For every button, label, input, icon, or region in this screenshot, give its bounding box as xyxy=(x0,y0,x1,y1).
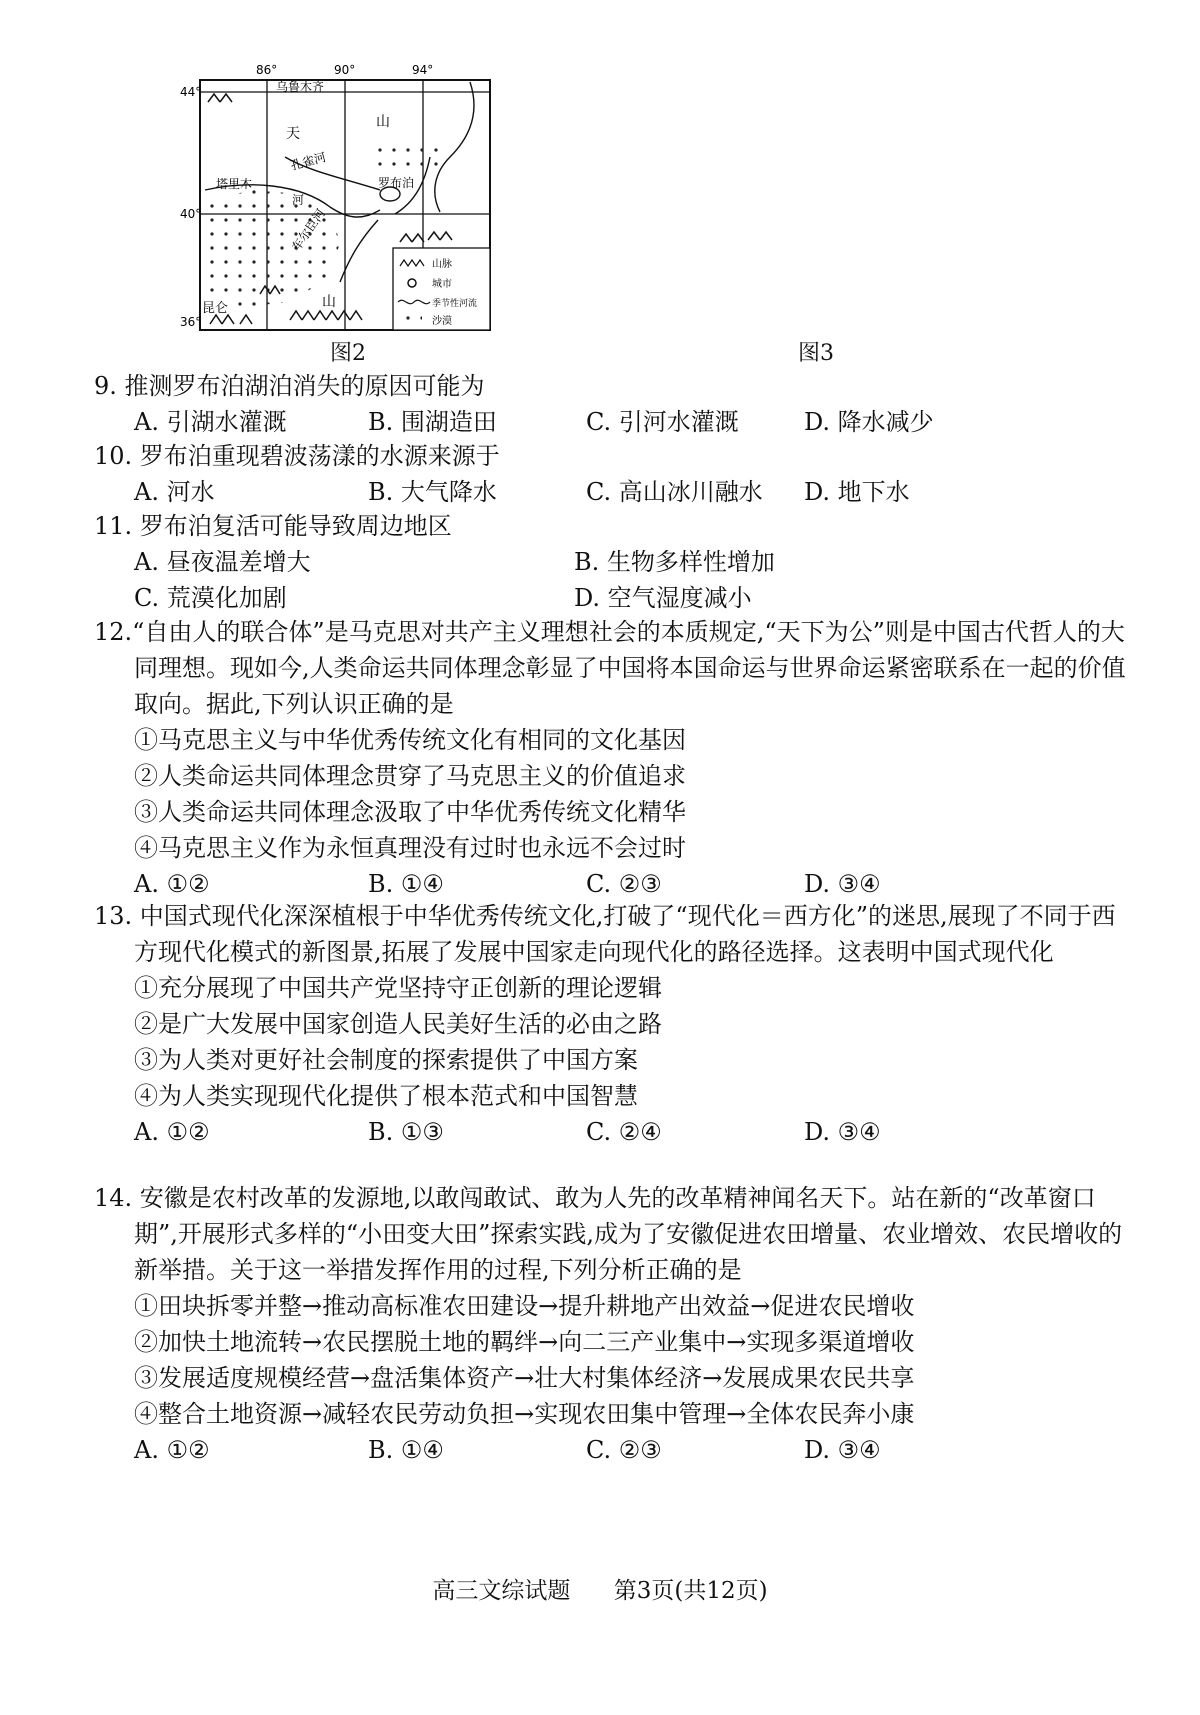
figure-3-caption: 图3 xyxy=(798,341,834,366)
option-a[interactable]: A. 引湖水灌溉 xyxy=(134,408,287,436)
answer-options-row-2 xyxy=(94,580,1134,616)
legend-mountain: 山脉 xyxy=(432,259,452,270)
lon-label-94: 94° xyxy=(412,63,434,77)
option-d[interactable]: D. 空气湿度减小 xyxy=(574,584,752,612)
label-cherchen-river: 车尔臣河 xyxy=(288,206,328,254)
statement-3: ③发展适度规模经营→盘活集体资产→壮大村集体经济→发展成果农民共享 xyxy=(134,1364,915,1392)
question-stem: 12.“自由人的联合体”是马克思对共产主义理想社会的本质规定,“天下为公”则是中国古代哲人的大同理想。现如今,人类命运共同体理念彰显了中国将本国命运与世界命运紧密联系在一起的价值取向。据此,下列认识正确的是 xyxy=(94,618,1126,718)
answer-options xyxy=(94,1432,1134,1468)
label-lop-nur: 罗布泊 xyxy=(378,176,415,190)
question-14 xyxy=(94,1180,1134,1468)
label-tarim-river-2: 河 xyxy=(292,193,305,207)
option-d[interactable]: D. ③④ xyxy=(804,870,881,898)
label-shan2: 山 xyxy=(322,294,336,310)
option-a[interactable]: A. 昼夜温差增大 xyxy=(134,548,311,576)
statement-1: ①田块拆零并整→推动高标准农田建设→提升耕地产出效益→促进农民增收 xyxy=(134,1292,915,1320)
page-footer xyxy=(0,1572,1200,1605)
option-d[interactable]: D. ③④ xyxy=(804,1436,881,1464)
option-b[interactable]: B. ①③ xyxy=(368,1118,444,1146)
option-a[interactable]: A. ①② xyxy=(134,1118,210,1146)
statement-3: ③为人类对更好社会制度的探索提供了中国方案 xyxy=(134,1046,638,1074)
option-c[interactable]: C. ②③ xyxy=(586,1436,662,1464)
statement-4: ④为人类实现现代化提供了根本范式和中国智慧 xyxy=(134,1082,638,1110)
legend-river: 季节性河流 xyxy=(432,299,478,309)
option-a[interactable]: A. 河水 xyxy=(134,478,215,506)
legend-city: 城市 xyxy=(432,279,452,290)
legend-desert: 沙漠 xyxy=(432,316,452,327)
statement-2: ②加快土地流转→农民摆脱土地的羁绊→向二三产业集中→实现多渠道增收 xyxy=(134,1328,915,1356)
option-a[interactable]: A. ①② xyxy=(134,870,210,898)
label-urumqi: 乌鲁木齐 xyxy=(276,80,325,94)
statement-3: ③人类命运共同体理念汲取了中华优秀传统文化精华 xyxy=(134,798,686,826)
statement-1: ①马克思主义与中华优秀传统文化有相同的文化基因 xyxy=(134,726,686,754)
option-c[interactable]: C. 引河水灌溉 xyxy=(586,408,739,436)
footer-page-number: 第3页(共12页) xyxy=(613,1578,768,1604)
label-kongque-river: 孔雀河 xyxy=(289,150,328,173)
lat-label-40: 40° xyxy=(180,207,202,221)
label-kunlun: 昆仑 xyxy=(202,301,229,316)
question-stem: 9. 推测罗布泊湖泊消失的原因可能为 xyxy=(94,372,485,400)
label-tarim-river-1: 塔里木 xyxy=(216,177,253,191)
option-d[interactable]: D. 降水减少 xyxy=(804,408,934,436)
label-tian: 天 xyxy=(286,126,300,142)
question-stem: 14. 安徽是农村改革的发源地,以敢闯敢试、敢为人先的改革精神闻名天下。站在新的“改革窗口期”,开展形式多样的“小田变大田”探索实践,成为了安徽促进农田增量、农业增效、农民增收的新举措。关于这一举措发挥作用的过程,下列分析正确的是 xyxy=(94,1184,1123,1284)
option-b[interactable]: B. ①④ xyxy=(368,1436,444,1464)
option-b[interactable]: B. ①④ xyxy=(368,870,444,898)
option-b[interactable]: B. 大气降水 xyxy=(368,478,497,506)
question-stem: 13. 中国式现代化深深植根于中华优秀传统文化,打破了“现代化＝西方化”的迷思,展现了不同于西方现代化模式的新图景,拓展了发展中国家走向现代化的路径选择。这表明中国式现代化 xyxy=(94,902,1116,966)
label-shan: 山 xyxy=(376,114,390,130)
question-12 xyxy=(94,614,1134,902)
lon-label-86: 86° xyxy=(256,63,278,77)
question-stem: 10. 罗布泊重现碧波荡漾的水源来源于 xyxy=(94,442,500,470)
option-b[interactable]: B. 围湖造田 xyxy=(368,408,497,436)
statement-2: ②人类命运共同体理念贯穿了马克思主义的价值追求 xyxy=(134,762,686,790)
figure-2-caption: 图2 xyxy=(330,341,366,366)
option-c[interactable]: C. 高山冰川融水 xyxy=(586,478,763,506)
question-11 xyxy=(94,508,1134,616)
question-13 xyxy=(94,898,1134,1150)
option-a[interactable]: A. ①② xyxy=(134,1436,210,1464)
map-legend xyxy=(393,248,490,330)
statement-4: ④整合土地资源→减轻农民劳动负担→实现农田集中管理→全体农民奔小康 xyxy=(134,1400,915,1428)
answer-options xyxy=(94,474,1134,510)
answer-options xyxy=(94,404,1134,440)
answer-options-row-1 xyxy=(94,544,1134,580)
question-stem: 11. 罗布泊复活可能导致周边地区 xyxy=(94,512,452,540)
question-10 xyxy=(94,438,1134,510)
footer-title: 高三文综试题 xyxy=(432,1578,571,1604)
legend-desert-icon xyxy=(402,315,422,325)
statement-2: ②是广大发展中国家创造人民美好生活的必由之路 xyxy=(134,1010,662,1038)
taklimakan-desert xyxy=(210,190,340,307)
option-c[interactable]: C. 荒漠化加剧 xyxy=(134,584,287,612)
lat-label-36: 36° xyxy=(180,315,202,329)
option-d[interactable]: D. ③④ xyxy=(804,1118,881,1146)
statement-1: ①充分展现了中国共产党坚持守正创新的理论逻辑 xyxy=(134,974,662,1002)
lon-label-90: 90° xyxy=(334,63,356,77)
option-b[interactable]: B. 生物多样性增加 xyxy=(574,548,775,576)
question-9 xyxy=(94,368,1134,440)
answer-options xyxy=(94,866,1134,902)
option-c[interactable]: C. ②④ xyxy=(586,1118,662,1146)
statement-4: ④马克思主义作为永恒真理没有过时也永远不会过时 xyxy=(134,834,686,862)
lat-label-44: 44° xyxy=(180,85,202,99)
option-c[interactable]: C. ②③ xyxy=(586,870,662,898)
option-d[interactable]: D. 地下水 xyxy=(804,478,910,506)
answer-options xyxy=(94,1114,1134,1150)
